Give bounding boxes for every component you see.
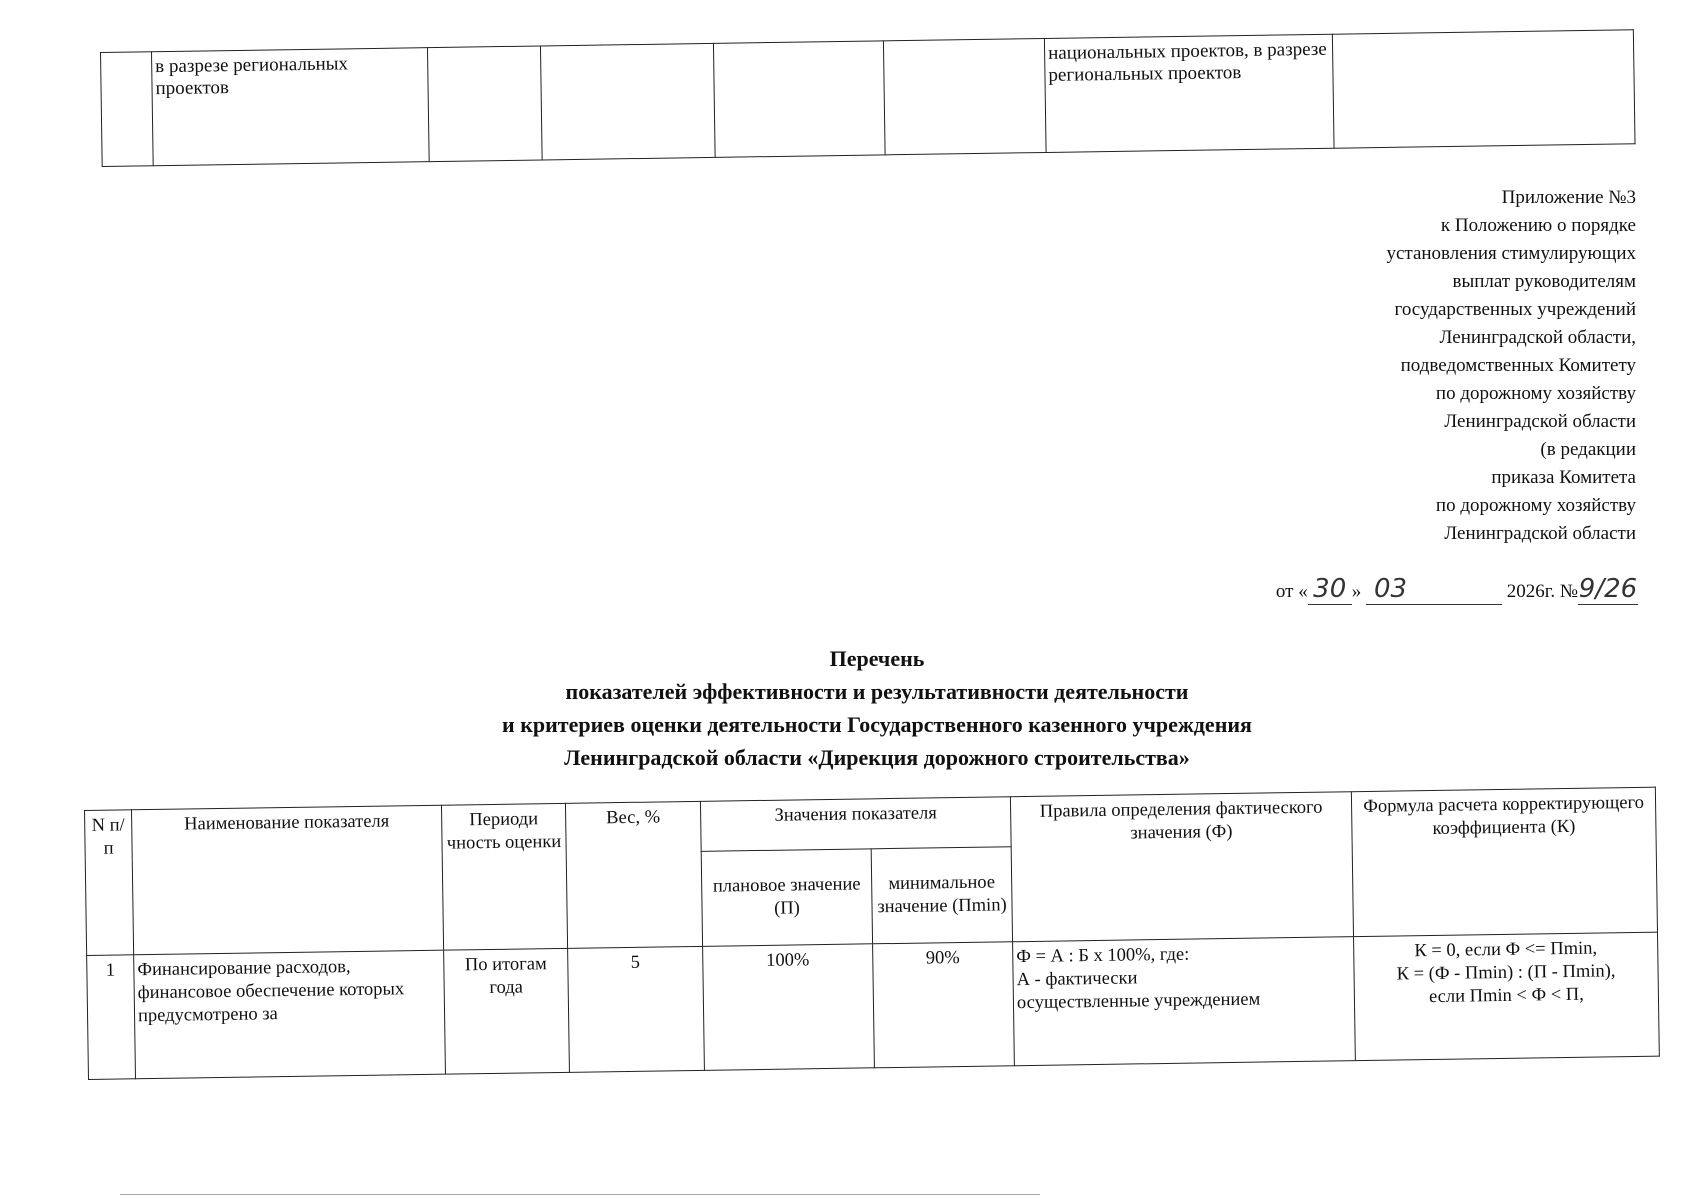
- row-num: 1: [87, 955, 136, 1080]
- title-line: показателей эффективности и результативности деятельности: [565, 679, 1189, 704]
- appendix-line: (в редакции: [1540, 439, 1636, 460]
- header-rules: Правила определения фактического значения (Ф): [1010, 792, 1353, 942]
- header-name: Наименование показателя: [132, 805, 444, 955]
- cell: [713, 41, 885, 158]
- row-min: 90%: [873, 942, 1015, 1068]
- header-values-group: Значения показателя: [700, 797, 1011, 852]
- appendix-line: Приложение №3: [1501, 187, 1636, 208]
- row-period: По итогам года: [444, 948, 570, 1074]
- appendix-line: подведомственных Комитету: [1400, 355, 1636, 376]
- rules-line: Ф = А : Б х 100%, где:: [1016, 944, 1190, 968]
- cell: [427, 46, 542, 162]
- handwritten-month: 03: [1366, 574, 1502, 605]
- header-min: минимальное значение (Пmin): [871, 847, 1012, 944]
- cell: [101, 52, 154, 167]
- appendix-line: приказа Комитета: [1491, 467, 1636, 488]
- document-title: [0, 642, 1688, 774]
- row-plan: 100%: [703, 944, 875, 1071]
- row-rules: [1013, 937, 1356, 1066]
- appendix-line: выплат руководителям: [1452, 271, 1636, 292]
- formula-line: К = (Ф - Пmin) : (П - Пmin),: [1396, 961, 1616, 985]
- date-quote: »: [1351, 581, 1362, 602]
- header-num: N п/п: [85, 810, 134, 956]
- title-line: и критериев оценки деятельности Государственного казенного учреждения: [502, 712, 1252, 737]
- appendix-line: Ленинградской области: [1444, 411, 1636, 432]
- title-line: Ленинградской области «Дирекция дорожного строительства»: [564, 745, 1190, 770]
- formula-line: К = 0, если Ф <= Пmin,: [1414, 938, 1598, 962]
- date-prefix: от «: [1275, 581, 1308, 602]
- table-row: [101, 30, 1636, 167]
- cell: [883, 38, 1046, 154]
- row-formula: [1354, 932, 1660, 1060]
- formula-line: если Пmin < Ф < П,: [1428, 984, 1584, 1008]
- header-formula: Формула расчета корректирующего коэффициента (К): [1351, 787, 1657, 936]
- appendix-line: государственных учреждений: [1394, 299, 1636, 320]
- handwritten-day: 30: [1308, 574, 1352, 605]
- appendix-line: по дорожному хозяйству: [1435, 383, 1636, 404]
- title-line: Перечень: [829, 646, 925, 671]
- appendix-line: Ленинградской области,: [1439, 327, 1636, 348]
- row-name: Финансирование расходов, финансовое обеспечение которых предусмотрено за: [134, 950, 446, 1079]
- cell: [1332, 30, 1635, 148]
- header-period: Периоди чность оценки: [441, 803, 567, 950]
- year-text: 2026г. №: [1506, 581, 1578, 602]
- cell: [540, 43, 715, 160]
- cell: в разрезе региональных проектов: [152, 48, 430, 166]
- continued-table-fragment: [100, 29, 1636, 167]
- appendix-line: установления стимулирующих: [1386, 243, 1636, 264]
- appendix-line: по дорожному хозяйству: [1435, 495, 1636, 516]
- appendix-heading: [1386, 184, 1636, 548]
- scan-edge-line: [120, 1194, 1040, 1195]
- table-row: [87, 932, 1660, 1079]
- order-date-line: [1276, 574, 1638, 605]
- cell: национальных проектов, в разрезе региональных проектов: [1044, 34, 1334, 152]
- header-plan: плановое значение (П): [701, 849, 872, 947]
- rules-line: осуществленные учреждением: [1016, 989, 1261, 1014]
- header-weight: Вес, %: [565, 801, 702, 948]
- indicators-table: [84, 787, 1660, 1080]
- row-weight: 5: [568, 946, 705, 1072]
- appendix-line: Ленинградской области: [1444, 523, 1636, 544]
- handwritten-number: 9/26: [1578, 574, 1638, 604]
- appendix-line: к Положению о порядке: [1440, 215, 1636, 236]
- rules-line: А - фактически: [1016, 968, 1138, 991]
